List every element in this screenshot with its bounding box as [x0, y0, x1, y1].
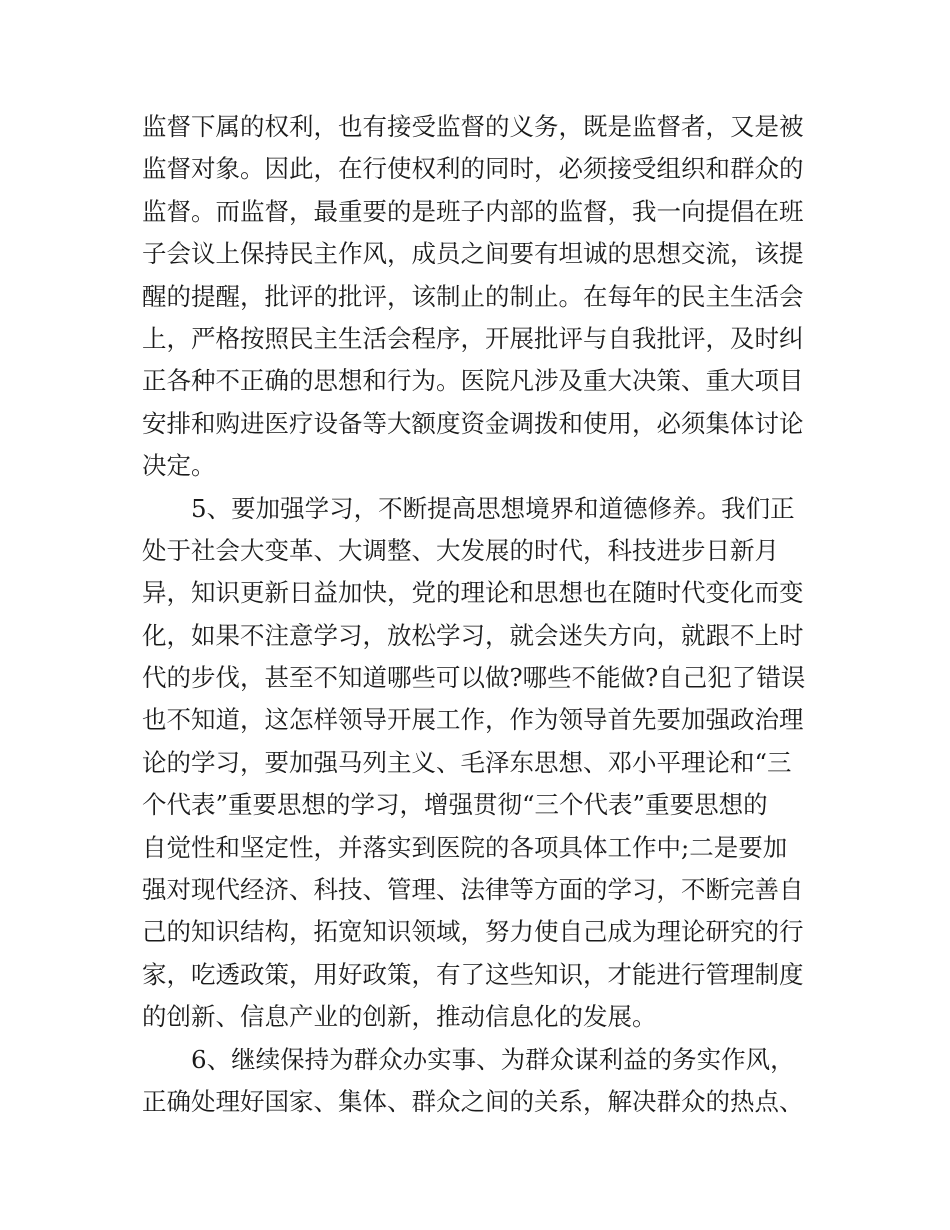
- text-line: 5、要加强学习，不断提高思想境界和道德修养。我们正: [191, 493, 795, 523]
- text-line: 论的学习，要加强马列主义、毛泽东思想、邓小平理论和“三: [142, 747, 792, 777]
- text-line: 监督下属的权利，也有接受监督的义务，既是监督者，又是被: [142, 112, 804, 141]
- text-line: 安排和购进医疗设备等大额度资金调拨和使用，必须集体讨论: [142, 408, 804, 438]
- text-line: 正确处理好国家、集体、群众之间的关系，解决群众的热点、: [142, 1086, 804, 1116]
- text-line: 监督对象。因此，在行使权利的同时，必须接受组织和群众的: [142, 154, 804, 184]
- text-line: 决定。: [142, 451, 216, 481]
- text-line: 正各种不正确的思想和行为。医院凡涉及重大决策、重大项目: [142, 366, 804, 396]
- text-line: 监督。而监督，最重要的是班子内部的监督，我一向提倡在班: [142, 196, 804, 226]
- text-line: 也不知道，这怎样领导开展工作，作为领导首先要加强政治理: [142, 705, 804, 735]
- text-line: 6、继续保持为群众办实事、为群众谋利益的务实作风，: [191, 1044, 795, 1074]
- text-line: 家，吃透政策，用好政策，有了这些知识，才能进行管理制度: [142, 959, 804, 989]
- text-line: 个代表”重要思想的学习，增强贯彻“三个代表”重要思想的: [142, 790, 768, 820]
- body-text: [142, 106, 822, 1123]
- text-line: 上，严格按照民主生活会程序，开展批评与自我批评，及时纠: [142, 323, 804, 353]
- text-line: 处于社会大变革、大调整、大发展的时代，科技进步日新月: [142, 535, 779, 565]
- text-line: 己的知识结构，拓宽知识领域，努力使自己成为理论研究的行: [142, 917, 804, 947]
- text-line: 异，知识更新日益加快，党的理论和思想也在随时代变化而变: [142, 578, 804, 608]
- text-line: 的创新、信息产业的创新，推动信息化的发展。: [142, 1002, 657, 1032]
- text-line: 子会议上保持民主作风，成员之间要有坦诚的思想交流，该提: [142, 239, 804, 269]
- text-line: 化，如果不注意学习，放松学习，就会迷失方向，就跟不上时: [142, 620, 804, 650]
- text-line: 强对现代经济、科技、管理、法律等方面的学习，不断完善自: [142, 875, 804, 905]
- text-line: 醒的提醒，批评的批评，该制止的制止。在每年的民主生活会: [142, 281, 804, 311]
- text-line: 代的步伐，甚至不知道哪些可以做?哪些不能做?自己犯了错误: [142, 663, 806, 693]
- text-line: 自觉性和坚定性，并落实到医院的各项具体工作中;二是要加: [142, 832, 788, 862]
